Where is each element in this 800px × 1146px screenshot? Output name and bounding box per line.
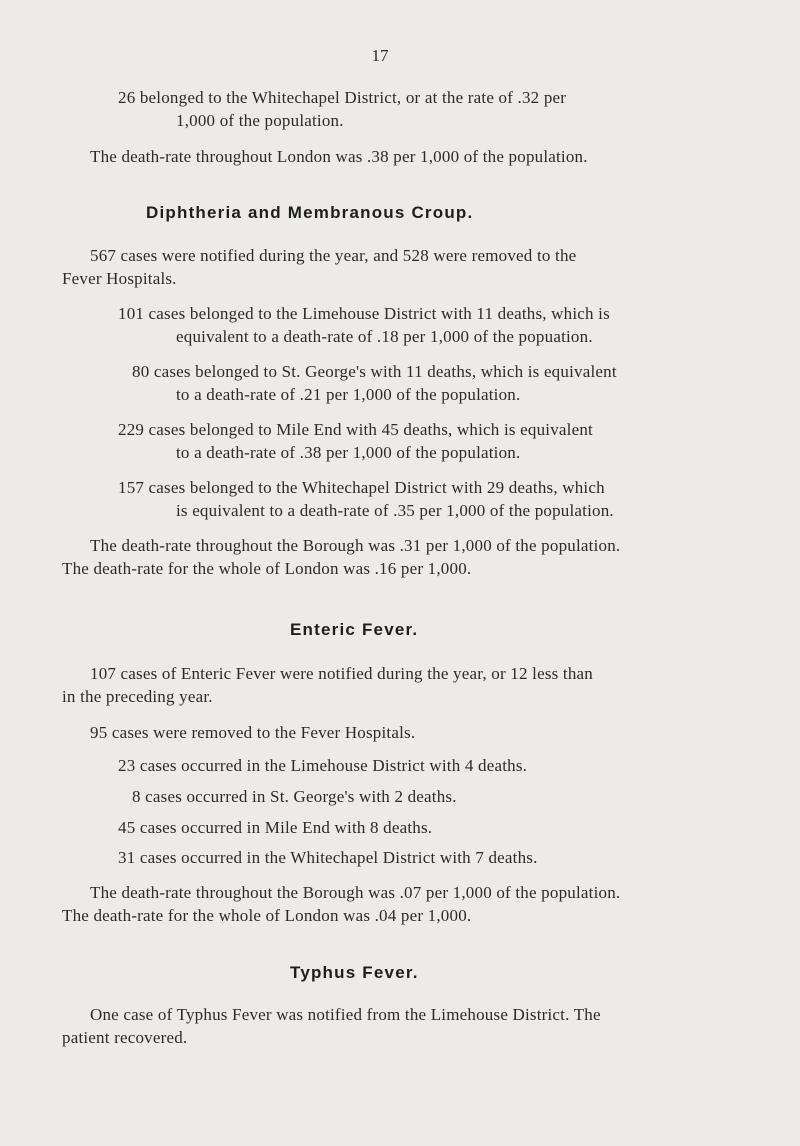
text-line: in the preceding year. <box>62 687 213 706</box>
text-line: 567 cases were notified during the year, and 528 were removed to the <box>90 246 577 265</box>
text-line: The death-rate throughout London was .38 per 1,000 of the population. <box>90 147 588 166</box>
text-line: is equivalent to a death-rate of .35 per 1,000 of the population. <box>176 501 614 520</box>
text-line: equivalent to a death-rate of .18 per 1,000 of the popuation. <box>176 327 593 346</box>
text-line: 1,000 of the population. <box>176 111 344 130</box>
text-line: 45 cases occurred in Mile End with 8 deaths. <box>118 818 433 837</box>
text-line: 80 cases belonged to St. George's with 11 deaths, which is equivalent <box>132 362 617 381</box>
text-line: Fever Hospitals. <box>62 269 177 288</box>
text-line: The death-rate for the whole of London was .16 per 1,000. <box>62 559 472 578</box>
text-line: 101 cases belonged to the Limehouse District with 11 deaths, which is <box>118 304 610 323</box>
section-heading-typhus: Typhus Fever. <box>290 963 419 982</box>
text-line: 31 cases occurred in the Whitechapel District with 7 deaths. <box>118 848 538 867</box>
text-line: 26 belonged to the Whitechapel District, or at the rate of .32 per <box>118 88 567 107</box>
section-heading-diphtheria: Diphtheria and Membranous Croup. <box>146 203 474 222</box>
text-line: The death-rate for the whole of London was .04 per 1,000. <box>62 906 472 925</box>
text-line: 8 cases occurred in St. George's with 2 deaths. <box>132 787 457 806</box>
text-line: to a death-rate of .21 per 1,000 of the population. <box>176 385 521 404</box>
text-line: The death-rate throughout the Borough was .31 per 1,000 of the population. <box>90 536 621 555</box>
text-line: 95 cases were removed to the Fever Hospitals. <box>90 723 416 742</box>
text-line: 229 cases belonged to Mile End with 45 deaths, which is equivalent <box>118 420 593 439</box>
text-line: to a death-rate of .38 per 1,000 of the population. <box>176 443 521 462</box>
text-line: patient recovered. <box>62 1028 188 1047</box>
section-heading-enteric: Enteric Fever. <box>290 620 419 639</box>
text-line: 107 cases of Enteric Fever were notified during the year, or 12 less than <box>90 664 593 683</box>
text-line: The death-rate throughout the Borough was .07 per 1,000 of the population. <box>90 883 621 902</box>
page-number: 17 <box>371 46 389 65</box>
text-line: One case of Typhus Fever was notified from the Limehouse District. The <box>90 1005 601 1024</box>
text-line: 23 cases occurred in the Limehouse District with 4 deaths. <box>118 756 528 775</box>
text-line: 157 cases belonged to the Whitechapel District with 29 deaths, which <box>118 478 605 497</box>
